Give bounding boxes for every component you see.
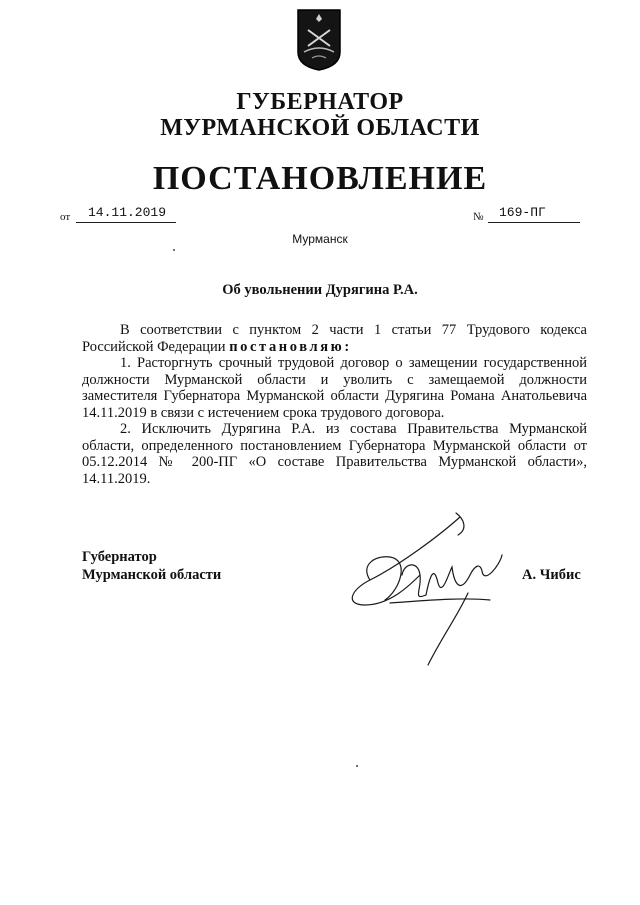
date-underline [76, 222, 176, 223]
paragraph-item-2: 2. Исключить Дурягина Р.А. из состава Правительства Мурманской области, определенного постановлением Губернатора Мурманской области от 05.12.2014 № 200-ПГ «О составе Правительства Мурманской области», 14.11.2019. [82, 421, 587, 487]
paragraph-preamble: В соответствии с пунктом 2 части 1 статьи 77 Трудового кодекса Российской Федерации постановляю: [82, 322, 587, 355]
position-line-2: Мурманской области [82, 567, 222, 583]
paragraph-item-1: 1. Расторгнуть срочный трудовой договор о замещении государственной должности Мурманской области и уволить с замещаемой должности заместителя Губернатора Мурманской области Дурягина Романа Анатольевича 14.11.2019 в связи с истечением срока трудового договора. [82, 355, 587, 421]
issuer-title-line2: МУРМАНСКОЙ ОБЛАСТИ [160, 115, 480, 141]
number-underline [488, 222, 580, 223]
decree-keyword: постановляю: [229, 338, 352, 355]
document-number: 169-ПГ [499, 205, 546, 220]
document-subject: Об увольнении Дурягина Р.А. [222, 282, 418, 298]
scan-speck [356, 765, 358, 767]
signatory-name: А. Чибис [522, 567, 581, 583]
city-label: Мурманск [292, 232, 348, 246]
handwritten-signature [330, 505, 530, 675]
document-type-title: ПОСТАНОВЛЕНИЕ [152, 160, 488, 197]
signatory-position [82, 548, 221, 584]
issuer-title-line1: ГУБЕРНАТОР [236, 89, 404, 115]
document-date: 14.11.2019 [88, 205, 167, 220]
scan-speck [173, 249, 175, 251]
date-prefix: от [60, 211, 71, 223]
number-prefix: № [473, 211, 484, 223]
coat-of-arms-emblem [296, 8, 342, 72]
position-line-1: Губернатор [82, 549, 157, 565]
document-body [82, 322, 587, 487]
